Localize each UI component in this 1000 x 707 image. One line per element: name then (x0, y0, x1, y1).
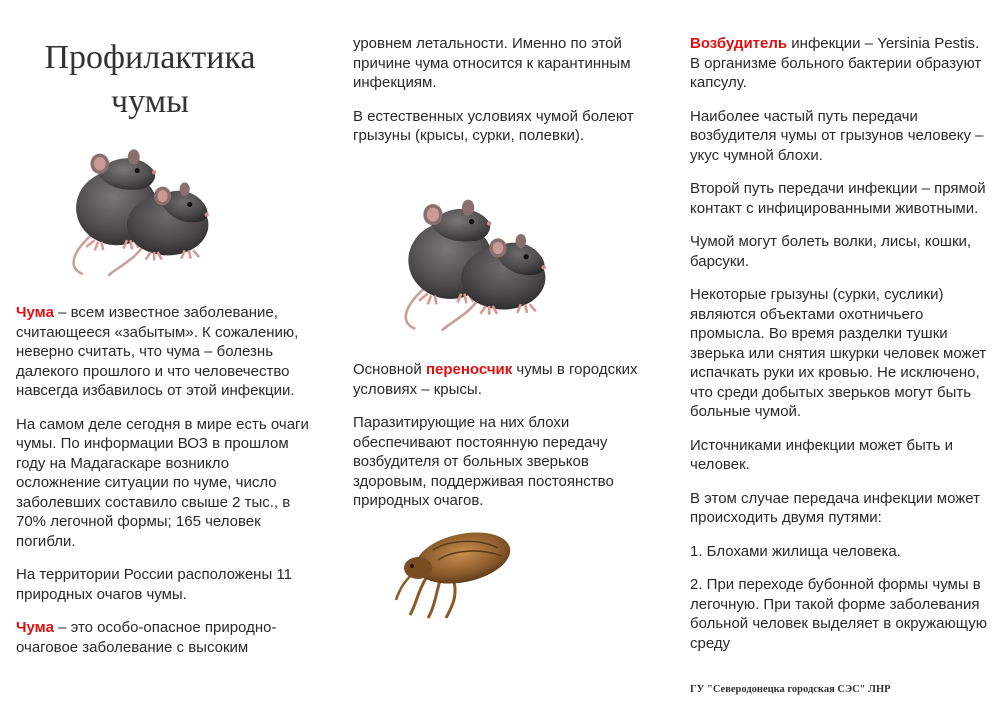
term-pathogen: Возбудитель (690, 35, 788, 52)
paragraph-way-1: 1. Блохами жилища человека. (690, 542, 901, 560)
left-text (16, 303, 316, 671)
paragraph-plague-intro: Чума – всем известное заболевание, считающееся «забытым». К сожалению, неверно считать, что чума – болезнь далекого прошлого и что человечество навсегда избавилось от этой инфекции. (16, 304, 299, 399)
paragraph-russia: На территории России расположены 11 природных очагов чумы. (16, 566, 292, 603)
column-left (16, 0, 316, 707)
paragraph-human-source: Источниками инфекции может быть и человек. (690, 436, 953, 473)
rats-illustration-2 (375, 190, 570, 335)
right-text (690, 34, 990, 667)
term-carrier: переносчик (425, 361, 513, 378)
rats-illustration (38, 140, 238, 280)
title-line-1: Профилактика (44, 39, 256, 76)
paragraph-hunting: Некоторые грызуны (сурки, суслики) являются объектами охотничьего промысла. Во время разделки тушки зверька или снятия шкурки человек может испачкать руки их кровью. Не исключено, что среди добытых зверьков могут быть больные чумой. (690, 286, 987, 420)
paragraph-carrier: Основной переносчик чумы в городских условиях – крысы. (353, 361, 638, 398)
flea-illustration (388, 520, 518, 620)
paragraph-pathogen: Возбудитель инфекции – Yersinia Pestis. В организме больного бактерии образуют капсулу. (690, 35, 982, 91)
column-right (690, 0, 990, 707)
paragraph-animals: Чумой могут болеть волки, лисы, кошки, барсуки. (690, 233, 972, 270)
page-title (16, 36, 284, 124)
title-line-2: чумы (110, 83, 189, 120)
term-plague: Чума (16, 304, 54, 321)
paragraph-two-ways: В этом случае передача инфекции может происходить двумя путями: (690, 489, 981, 526)
footer-organization: ГУ "Северодонецка городская СЭС" ЛНР (690, 684, 891, 695)
paragraph-lethality: уровнем летальности. Именно по этой причине чума относится к карантинным инфекциям. (353, 35, 631, 91)
paragraph-way-2: 2. При переходе бубонной формы чумы в легочную. При такой форме заболевания больной человек выделяет в окружающую среду (690, 576, 988, 652)
middle-text-bottom (353, 360, 663, 525)
middle-text-top (353, 34, 663, 160)
paragraph-plague-definition: Чума – это особо-опасное природно-очаговое заболевание с высоким (16, 619, 277, 656)
paragraph-fleas: Паразитирующие на них блохи обеспечивают постоянную передачу возбудителя от больных зверьков здоровым, поддерживая постоянство природных очагов. (353, 414, 614, 509)
paragraph-contact: Второй путь передачи инфекции – прямой контакт с инфицированными животными. (690, 180, 986, 217)
paragraph-who: На самом деле сегодня в мире есть очаги чумы. По информации ВОЗ в прошлом году на Мадагаскаре возникло осложнение ситуации по чуме, число заболевших составило свыше 2 тыс., в 70% легочной формы; 165 человек погибли. (16, 415, 309, 550)
column-middle (353, 0, 663, 707)
paragraph-rodents: В естественных условиях чумой болеют грызуны (крысы, сурки, полевки). (353, 107, 634, 144)
term-plague-2: Чума (16, 619, 54, 636)
paragraph-flea-bite: Наиболее частый путь передачи возбудителя чумы от грызунов человеку – укус чумной блохи. (690, 107, 984, 164)
